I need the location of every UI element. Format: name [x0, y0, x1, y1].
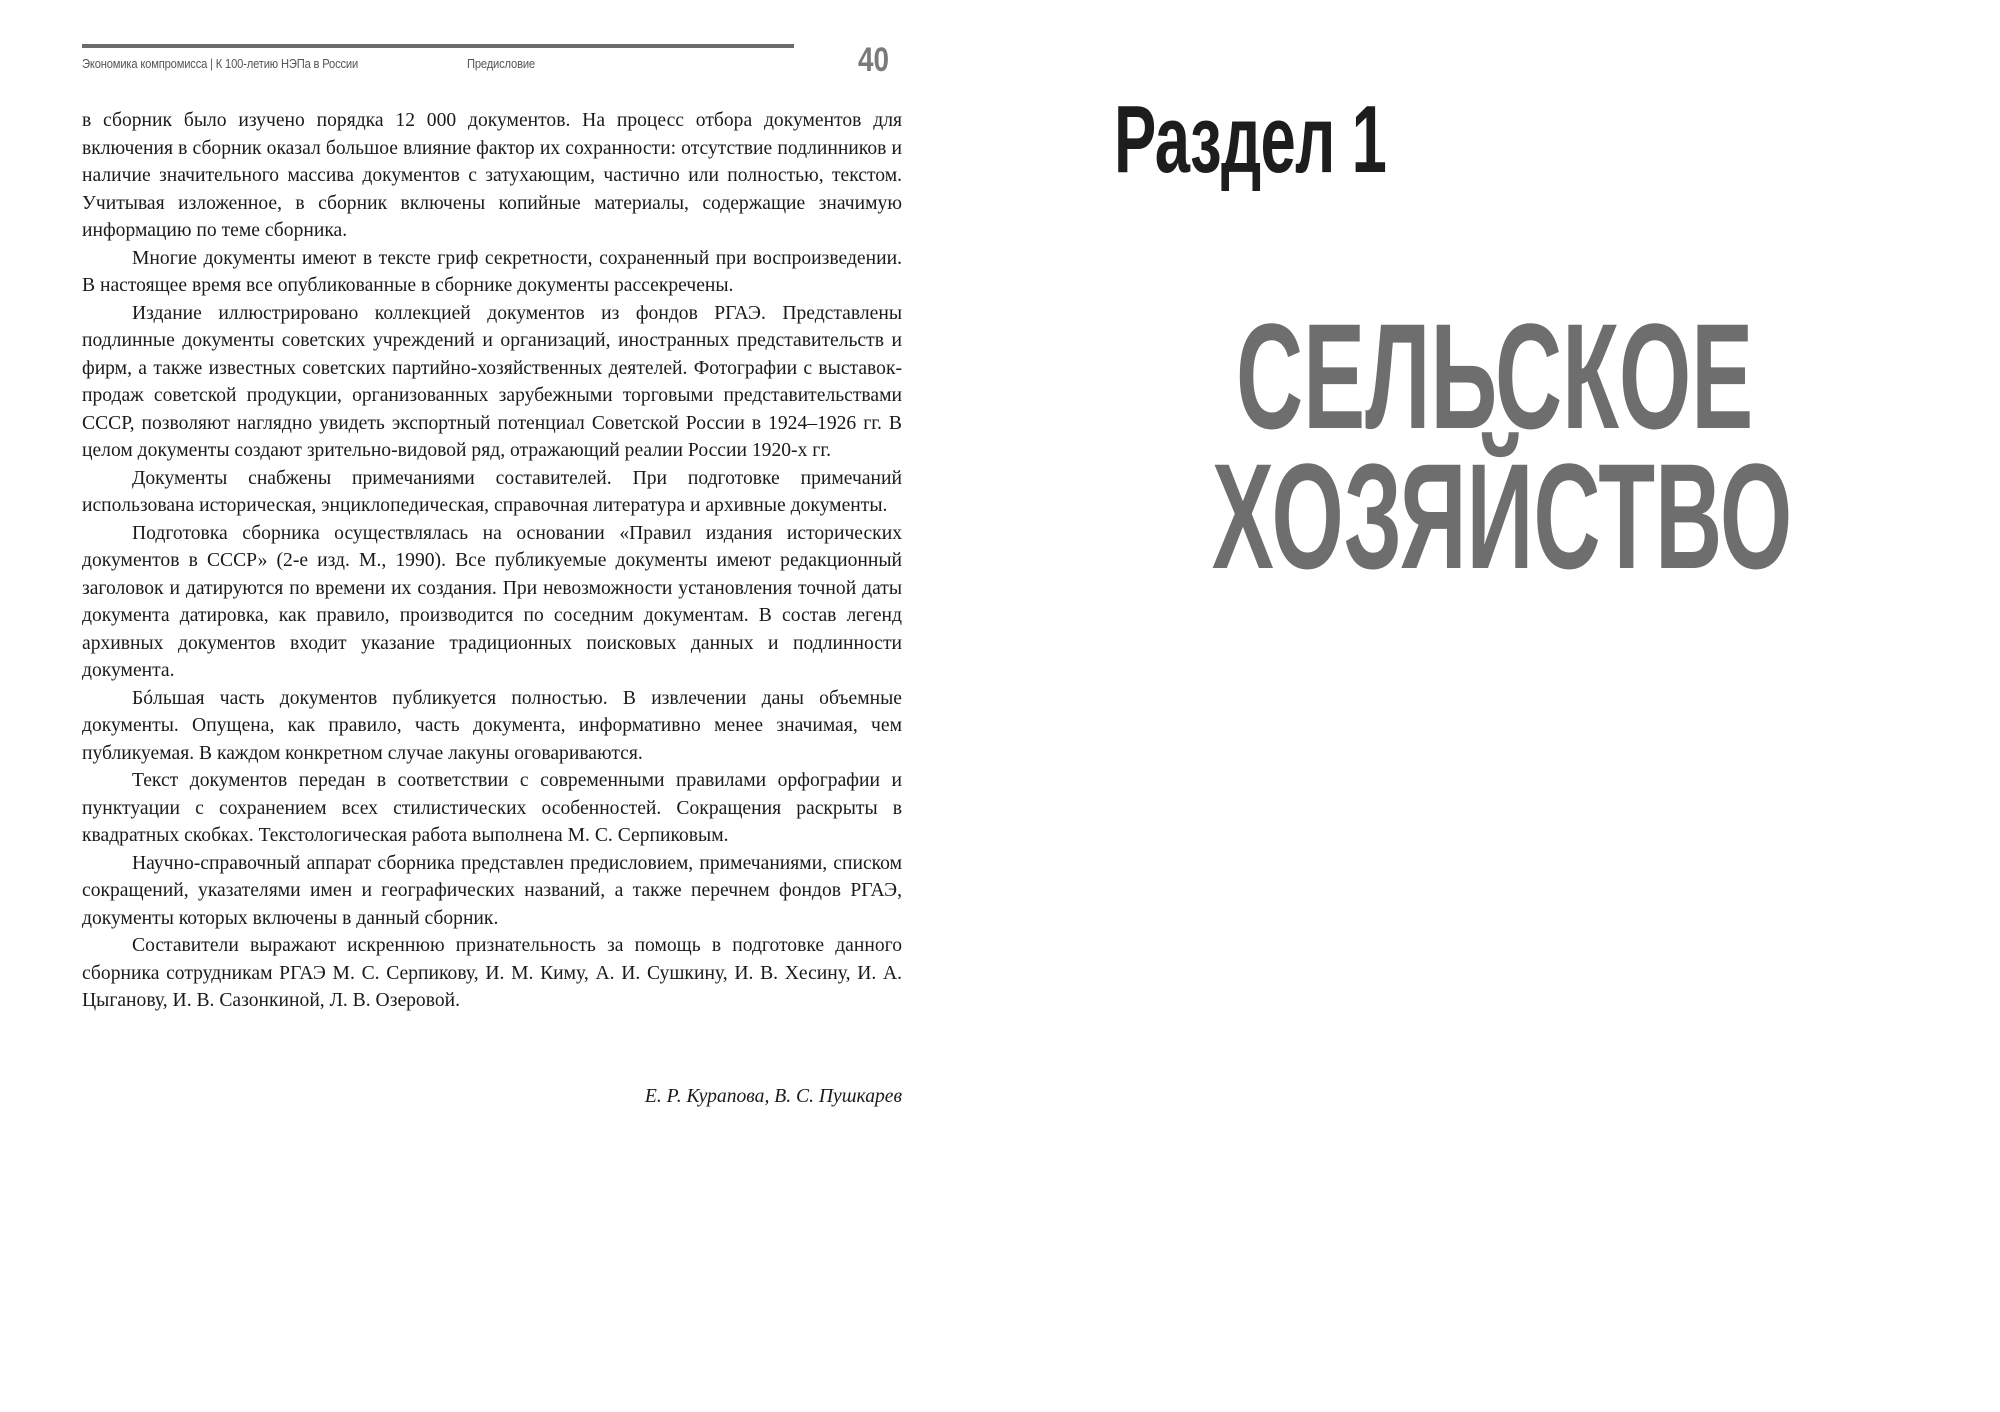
paragraph: Текст документов передан в соответствии с современными правилами орфографии и пунктуации с сохранением всех стилистических особенностей. Сокращения раскрыты в квадратных скобках. Текстологическая работа выполнена М. С. Серпиковым. [82, 770, 902, 846]
paragraph: Научно-справочный аппарат сборника представлен предисловием, примечаниями, списком сокращений, указателями имен и географических названий, а также перечнем фондов РГАЭ, документы которых включены в данный сборник. [82, 852, 902, 929]
paragraph: Издание иллюстрировано коллекцией документов из фондов РГАЭ. Представлены подлинные документы советских учреждений и организаций, иностранных представительств и фирм, а также известных советских партийно-хозяйственных деятелей. Фотографии с выставок-продаж советской продукции, организованных зарубежными торговыми представительствами СССР, позволяют наглядно увидеть экспортный потенциал Советской России в 1924–1926 гг. В целом документы создают зрительно-видовой ряд, отражающий реалии России 1920-х гг. [82, 302, 902, 461]
running-head-book-title: Экономика компромисса | К 100-летию НЭПа в России [82, 56, 359, 71]
paragraph: Подготовка сборника осуществлялась на основании «Правил издания исторических документов в СССР» (2-е изд. М., 1990). Все публикуемые документы имеют редакционный заголовок и датируются по времени их создания. При невозможности установления точной даты документа датировка, как правило, производится по соседним документам. В состав легенд архивных документов входит указание традиционных поисковых данных и подлинности документа. [82, 522, 902, 681]
paragraph: в сборник было изучено порядка 12 000 документов. На процесс отбора документов для включения в сборник оказал большое влияние фактор их сохранности: отсутствие подлинников и наличие значительного массива документов с затухающим, частично или полностью, текстом. Учитывая изложенное, в сборник включены копийные материалы, содержащие значимую информацию по теме сборника. [82, 110, 902, 241]
paragraph: Многие документы имеют в тексте гриф секретности, сохраненный при воспроизведении. В настоящее время все опубликованные в сборнике документы рассекречены. [82, 247, 902, 296]
header-rule [82, 44, 794, 48]
paragraph: Бóльшая часть документов публикуется полностью. В извлечении даны объемные документы. Опущена, как правило, часть документа, информативно менее значимая, чем публикуемая. В каждом конкретном случае лакуны оговариваются. [82, 687, 902, 764]
page-number: 40 [858, 41, 890, 79]
part-label: Раздел 1 [1114, 86, 1387, 193]
part-title [1211, 292, 1793, 600]
authors-signature: Е. Р. Курапова, В. С. Пушкарев [644, 1086, 902, 1107]
preface-body-text [82, 107, 902, 1015]
paragraph: Составители выражают искреннюю признательность за помощь в подготовке данного сборника сотрудникам РГАЭ М. С. Серпикову, И. М. Киму, А. И. Сушкину, И. В. Хесину, И. А. Цыганову, И. В. Сазонкиной, Л. В. Озеровой. [82, 935, 902, 1011]
paragraph: Документы снабжены примечаниями составителей. При подготовке примечаний использована историческая, энциклопедическая, справочная литература и архивные документы. [82, 467, 902, 516]
part-title-line-1: СЕЛЬСКОЕ [1236, 292, 1754, 460]
running-head-section: Предисловие [467, 56, 535, 71]
part-title-line-2: ХОЗЯЙСТВО [1211, 432, 1793, 600]
